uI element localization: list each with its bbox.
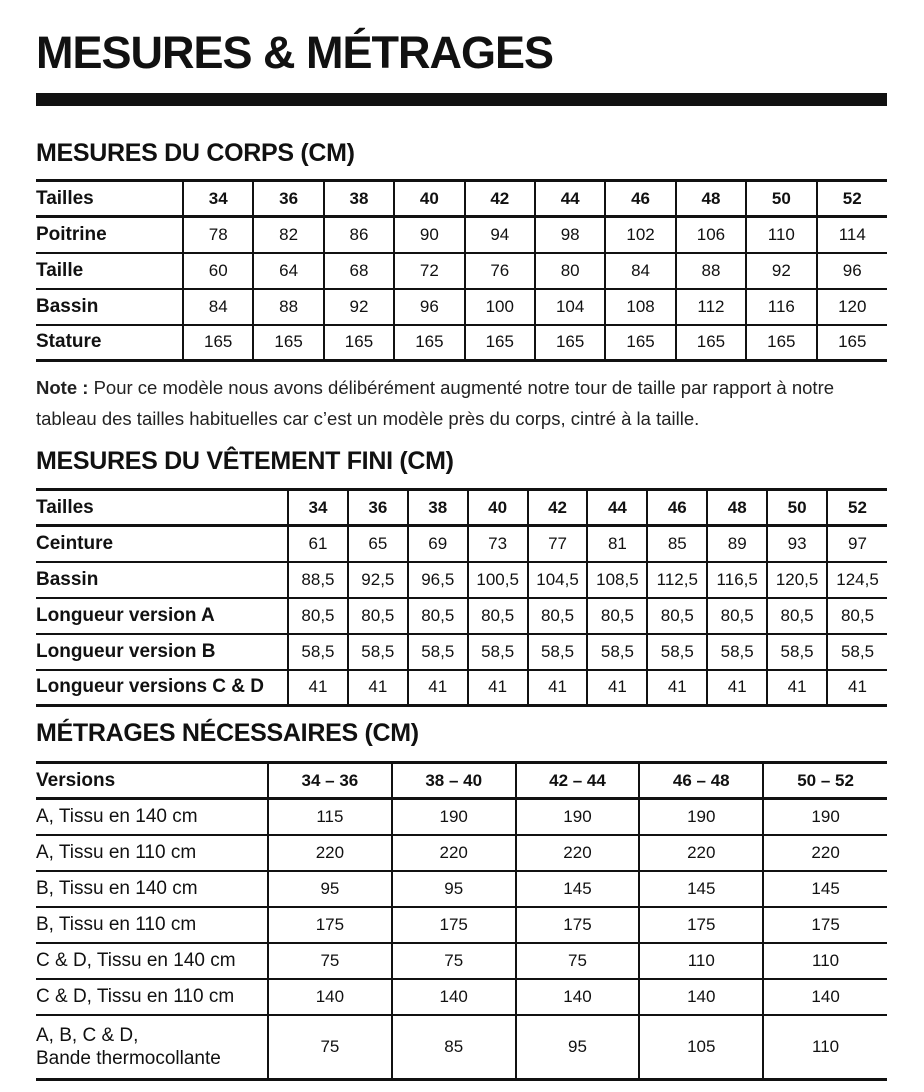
table-cell: 100 [465,289,535,325]
table-cell: 124,5 [827,562,887,598]
row-label: Bassin [36,562,288,598]
table-cell: 116 [746,289,816,325]
table-cell: 41 [348,670,408,706]
table-cell: 80,5 [348,598,408,634]
header-label: Versions [36,763,268,799]
title-rule [36,93,887,106]
table-header-row [36,763,887,799]
table-cell: 58,5 [468,634,528,670]
table-cell: 58,5 [827,634,887,670]
table-cell: 84 [183,289,253,325]
table-cell: 88 [676,253,746,289]
note [36,372,896,434]
table-row [36,598,887,634]
row-label: C & D, Tissu en 140 cm [36,943,268,979]
table-cell: 41 [528,670,588,706]
table-cell: 220 [268,835,392,871]
table-cell: 145 [516,871,640,907]
table-cell: 105 [639,1015,763,1080]
table-row [36,943,887,979]
table-cell: 58,5 [647,634,707,670]
table-row [36,871,887,907]
table-cell: 68 [324,253,394,289]
row-label-line: A, B, C & D, [36,1024,139,1046]
table-cell: 110 [763,943,887,979]
table-cell: 96 [394,289,464,325]
table-cell: 92 [324,289,394,325]
table-cell: 76 [465,253,535,289]
note-text: Pour ce modèle nous avons délibérément augmenté notre tour de taille par rapport à notre tableau des tailles habituelles car c’est un modèle près du corps, cintré à la taille. [36,377,835,429]
row-label: B, Tissu en 110 cm [36,907,268,943]
size-header: 40 [394,181,464,217]
table-cell: 190 [763,799,887,835]
fabric-table-body [36,763,887,1080]
body-table-body [36,181,887,361]
table-cell: 90 [394,217,464,253]
page-title: MESURES & MÉTRAGES [36,27,554,78]
table-header-row [36,490,887,526]
table-cell: 41 [587,670,647,706]
table-cell: 80,5 [827,598,887,634]
table-cell: 58,5 [288,634,348,670]
size-header: 46 – 48 [639,763,763,799]
row-label: Poitrine [36,217,183,253]
table-cell: 165 [746,325,816,361]
table-cell: 84 [605,253,675,289]
row-label: Longueur version A [36,598,288,634]
table-header-row [36,181,887,217]
table-cell: 116,5 [707,562,767,598]
row-label: A, Tissu en 110 cm [36,835,268,871]
table-cell: 75 [268,1015,392,1080]
table-cell: 220 [763,835,887,871]
table-cell: 165 [183,325,253,361]
fabric-requirements-table [36,761,887,1081]
table-cell: 88 [253,289,323,325]
table-cell: 69 [408,526,468,562]
table-cell: 220 [516,835,640,871]
size-header: 50 – 52 [763,763,887,799]
table-cell: 85 [647,526,707,562]
table-cell: 96 [817,253,887,289]
size-header: 42 [465,181,535,217]
table-cell: 58,5 [767,634,827,670]
table-cell: 80,5 [587,598,647,634]
table-cell: 75 [516,943,640,979]
table-cell: 108,5 [587,562,647,598]
finished-measurements-table [36,488,887,707]
table-cell: 41 [647,670,707,706]
table-row [36,217,887,253]
table-row [36,1015,887,1080]
table-row [36,979,887,1015]
table-row [36,325,887,361]
table-cell: 80,5 [528,598,588,634]
table-cell: 115 [268,799,392,835]
row-label: B, Tissu en 140 cm [36,871,268,907]
table-cell: 58,5 [587,634,647,670]
size-header: 44 [535,181,605,217]
table-cell: 80,5 [707,598,767,634]
table-cell: 94 [465,217,535,253]
row-label-line: Bande thermocollante [36,1047,221,1069]
header-label: Tailles [36,490,288,526]
size-header: 46 [605,181,675,217]
finished-table-body [36,490,887,706]
table-cell: 92 [746,253,816,289]
table-cell: 175 [763,907,887,943]
table-cell: 175 [516,907,640,943]
table-cell: 58,5 [348,634,408,670]
table-cell: 98 [535,217,605,253]
row-label: Bassin [36,289,183,325]
table-cell: 77 [528,526,588,562]
table-cell: 82 [253,217,323,253]
size-header: 34 – 36 [268,763,392,799]
row-label: Longueur versions C & D [36,670,288,706]
table-row [36,289,887,325]
table-cell: 175 [639,907,763,943]
table-cell: 80,5 [468,598,528,634]
table-cell: 80,5 [288,598,348,634]
table-cell: 145 [639,871,763,907]
table-cell: 165 [535,325,605,361]
table-row [36,835,887,871]
table-cell: 41 [767,670,827,706]
table-cell: 165 [253,325,323,361]
table-cell: 80 [535,253,605,289]
table-cell: 93 [767,526,827,562]
size-header: 46 [647,490,707,526]
size-header: 48 [707,490,767,526]
table-cell: 140 [763,979,887,1015]
table-cell: 95 [268,871,392,907]
table-row [36,799,887,835]
size-header: 52 [817,181,887,217]
table-cell: 165 [605,325,675,361]
table-cell: 41 [827,670,887,706]
table-cell: 165 [324,325,394,361]
table-cell: 65 [348,526,408,562]
table-cell: 41 [408,670,468,706]
table-cell: 120 [817,289,887,325]
size-header: 42 – 44 [516,763,640,799]
table-cell: 110 [746,217,816,253]
table-row [36,253,887,289]
note-label: Note : [36,377,89,398]
table-cell: 114 [817,217,887,253]
table-cell: 110 [639,943,763,979]
table-cell: 104,5 [528,562,588,598]
table-cell: 61 [288,526,348,562]
table-cell: 165 [817,325,887,361]
table-row [36,562,887,598]
size-header: 44 [587,490,647,526]
row-label: C & D, Tissu en 110 cm [36,979,268,1015]
table-cell: 165 [394,325,464,361]
table-cell: 106 [676,217,746,253]
table-cell: 75 [268,943,392,979]
table-cell: 190 [516,799,640,835]
table-row [36,907,887,943]
table-cell: 95 [392,871,516,907]
table-cell: 140 [268,979,392,1015]
table-cell: 60 [183,253,253,289]
body-measurements-table [36,179,887,362]
table-cell: 100,5 [468,562,528,598]
table-cell: 88,5 [288,562,348,598]
size-header: 38 – 40 [392,763,516,799]
size-header: 42 [528,490,588,526]
table-cell: 80,5 [767,598,827,634]
table-cell: 73 [468,526,528,562]
table-cell: 81 [587,526,647,562]
row-label: Stature [36,325,183,361]
table-cell: 95 [516,1015,640,1080]
header-label: Tailles [36,181,183,217]
table-cell: 80,5 [408,598,468,634]
table-cell: 96,5 [408,562,468,598]
table-cell: 97 [827,526,887,562]
size-header: 50 [767,490,827,526]
table-cell: 89 [707,526,767,562]
row-label: Longueur version B [36,634,288,670]
table-cell: 140 [639,979,763,1015]
size-header: 48 [676,181,746,217]
table-cell: 58,5 [528,634,588,670]
table-row [36,526,887,562]
table-cell: 92,5 [348,562,408,598]
finished-measurements-heading: MESURES DU VÊTEMENT FINI (CM) [36,447,454,475]
table-cell: 110 [763,1015,887,1080]
table-cell: 190 [639,799,763,835]
table-cell: 104 [535,289,605,325]
size-header: 36 [348,490,408,526]
table-cell: 175 [268,907,392,943]
body-measurements-heading: MESURES DU CORPS (CM) [36,139,355,167]
table-cell: 72 [394,253,464,289]
table-cell: 175 [392,907,516,943]
table-cell: 140 [392,979,516,1015]
table-cell: 41 [468,670,528,706]
table-cell: 190 [392,799,516,835]
size-header: 50 [746,181,816,217]
size-header: 40 [468,490,528,526]
table-cell: 64 [253,253,323,289]
size-header: 34 [183,181,253,217]
table-cell: 86 [324,217,394,253]
row-label: Ceinture [36,526,288,562]
size-header: 34 [288,490,348,526]
table-cell: 102 [605,217,675,253]
row-label: A, Tissu en 140 cm [36,799,268,835]
table-cell: 75 [392,943,516,979]
table-cell: 58,5 [707,634,767,670]
table-cell: 41 [288,670,348,706]
table-cell: 108 [605,289,675,325]
table-cell: 85 [392,1015,516,1080]
table-cell: 140 [516,979,640,1015]
table-cell: 78 [183,217,253,253]
fabric-requirements-heading: MÉTRAGES NÉCESSAIRES (CM) [36,719,419,747]
table-cell: 41 [707,670,767,706]
table-cell: 58,5 [408,634,468,670]
table-cell: 112,5 [647,562,707,598]
size-header: 38 [324,181,394,217]
table-cell: 145 [763,871,887,907]
table-row [36,670,887,706]
table-cell: 165 [465,325,535,361]
table-cell: 220 [639,835,763,871]
table-cell: 220 [392,835,516,871]
size-header: 38 [408,490,468,526]
table-cell: 165 [676,325,746,361]
size-header: 36 [253,181,323,217]
row-label: Taille [36,253,183,289]
table-cell: 120,5 [767,562,827,598]
row-label [36,1015,268,1080]
size-header: 52 [827,490,887,526]
table-row [36,634,887,670]
table-cell: 112 [676,289,746,325]
table-cell: 80,5 [647,598,707,634]
